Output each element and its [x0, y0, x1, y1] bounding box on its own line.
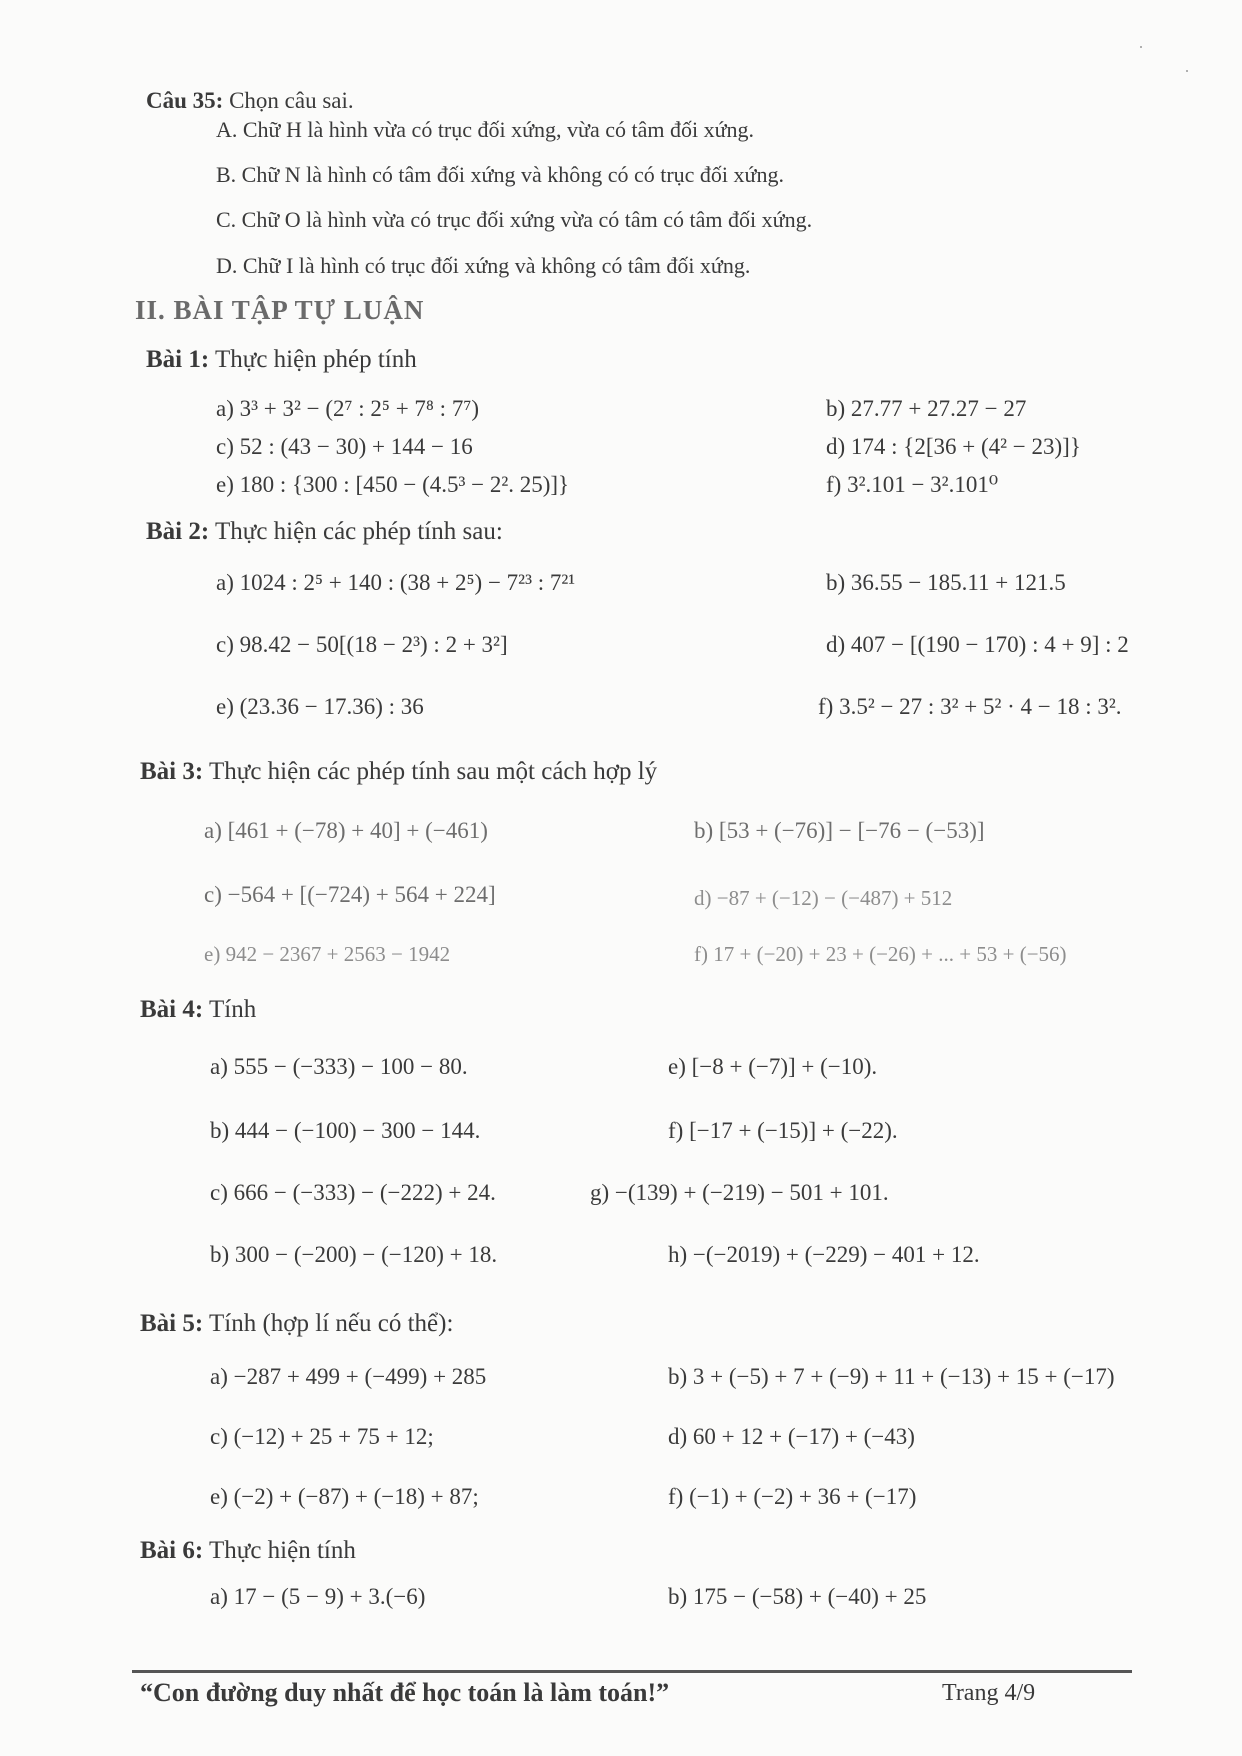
- exercise-3-item-f: f) 17 + (−20) + 23 + (−26) + ... + 53 + (−56): [694, 942, 1067, 966]
- exercise-4-item-g: g) −(139) + (−219) − 501 + 101.: [590, 1180, 889, 1205]
- exercise-6-heading: [140, 1537, 356, 1565]
- exercise-5-item-a: a) −287 + 499 + (−499) + 285: [210, 1364, 487, 1389]
- exercise-2-item-f: f) 3.5² − 27 : 3² + 5² · 4 − 18 : 3².: [818, 694, 1122, 719]
- footer-motto: “Con đường duy nhất để học toán là làm toán!”: [140, 1678, 670, 1707]
- exercise-title: Thực hiện các phép tính sau một cách hợp lý: [209, 758, 658, 785]
- exercise-3-item-a: a) [461 + (−78) + 40] + (−461): [204, 818, 488, 843]
- exercise-title: Thực hiện các phép tính sau:: [215, 518, 503, 545]
- exercise-title: Tính (hợp lí nếu có thể):: [209, 1310, 454, 1337]
- exercise-label: Bài 6:: [140, 1537, 204, 1564]
- exercise-4-item-h: h) −(−2019) + (−229) − 401 + 12.: [668, 1242, 980, 1267]
- exercise-4-item-a: a) 555 − (−333) − 100 − 80.: [210, 1054, 468, 1079]
- exercise-4-heading: [140, 996, 256, 1024]
- exercise-1-item-d: d) 174 : {2[36 + (4² − 23)]}: [826, 434, 1081, 459]
- exercise-4-item-b2: b) 300 − (−200) − (−120) + 18.: [210, 1242, 498, 1267]
- exercise-5-item-e: e) (−2) + (−87) + (−18) + 87;: [210, 1484, 479, 1509]
- exercise-2-item-a: a) 1024 : 2⁵ + 140 : (38 + 2⁵) − 7²³ : 7²¹: [216, 570, 576, 595]
- exercise-1-heading: [146, 346, 417, 374]
- option-d: D. Chữ I là hình có trục đối xứng và không có tâm đối xứng.: [216, 253, 751, 278]
- exercise-6-item-b: b) 175 − (−58) + (−40) + 25: [668, 1584, 927, 1609]
- exercise-title: Tính: [209, 996, 257, 1023]
- exercise-label: Bài 2:: [146, 518, 210, 545]
- scan-speck: [1140, 46, 1142, 48]
- exercise-4-item-f: f) [−17 + (−15)] + (−22).: [668, 1118, 898, 1143]
- exercise-5-item-d: d) 60 + 12 + (−17) + (−43): [668, 1424, 915, 1449]
- exercise-1-item-b: b) 27.77 + 27.27 − 27: [826, 396, 1027, 421]
- exercise-2-item-c: c) 98.42 − 50[(18 − 2³) : 2 + 3²]: [216, 632, 508, 657]
- exercise-1-item-c: c) 52 : (43 − 30) + 144 − 16: [216, 434, 473, 459]
- exercise-5-heading: [140, 1310, 453, 1338]
- exercise-title: Thực hiện tính: [209, 1537, 356, 1564]
- exercise-5-item-f: f) (−1) + (−2) + 36 + (−17): [668, 1484, 917, 1509]
- exercise-title: Thực hiện phép tính: [215, 346, 417, 373]
- exercise-label: Bài 1:: [146, 346, 210, 373]
- exercise-label: Bài 5:: [140, 1310, 204, 1337]
- section-title: II. BÀI TẬP TỰ LUẬN: [135, 295, 425, 325]
- exercise-3-item-c: c) −564 + [(−724) + 564 + 224]: [204, 882, 496, 907]
- exercise-3-heading: [140, 758, 657, 786]
- question-prompt: Chọn câu sai.: [229, 88, 354, 113]
- exercise-5-item-b: b) 3 + (−5) + 7 + (−9) + 11 + (−13) + 15 + (−17): [668, 1364, 1115, 1389]
- option-c: C. Chữ O là hình vừa có trục đối xứng vừa có tâm có tâm đối xứng.: [216, 207, 813, 232]
- exercise-3-item-d: d) −87 + (−12) − (−487) + 512: [694, 886, 953, 910]
- option-a: A. Chữ H là hình vừa có trục đối xứng, vừa có tâm đối xứng.: [216, 117, 755, 142]
- exercise-2-heading: [146, 518, 503, 546]
- question-35-heading: [146, 88, 354, 114]
- footer-rule: [132, 1670, 1132, 1673]
- exercise-label: Bài 3:: [140, 758, 204, 785]
- exercise-6-item-a: a) 17 − (5 − 9) + 3.(−6): [210, 1584, 426, 1609]
- scan-speck: [1186, 70, 1188, 72]
- question-label: Câu 35:: [146, 88, 224, 113]
- exercise-3-item-b: b) [53 + (−76)] − [−76 − (−53)]: [694, 818, 985, 843]
- exercise-label: Bài 4:: [140, 996, 204, 1023]
- exercise-5-item-c: c) (−12) + 25 + 75 + 12;: [210, 1424, 434, 1449]
- exercise-1-item-e: e) 180 : {300 : [450 − (4.5³ − 2². 25)]}: [216, 472, 570, 497]
- exercise-1-item-f: f) 3².101 − 3².101⁰: [826, 472, 999, 497]
- exercise-4-item-b: b) 444 − (−100) − 300 − 144.: [210, 1118, 481, 1143]
- option-b: B. Chữ N là hình có tâm đối xứng và không có có trục đối xứng.: [216, 162, 784, 187]
- page-number: Trang 4/9: [942, 1680, 1036, 1706]
- exercise-4-item-e: e) [−8 + (−7)] + (−10).: [668, 1054, 878, 1079]
- exercise-2-item-e: e) (23.36 − 17.36) : 36: [216, 694, 424, 719]
- exercise-2-item-b: b) 36.55 − 185.11 + 121.5: [826, 570, 1066, 595]
- exercise-4-item-c: c) 666 − (−333) − (−222) + 24.: [210, 1180, 496, 1205]
- exercise-3-item-e: e) 942 − 2367 + 2563 − 1942: [204, 942, 451, 966]
- exercise-1-item-a: a) 3³ + 3² − (2⁷ : 2⁵ + 7⁸ : 7⁷): [216, 396, 479, 421]
- exercise-2-item-d: d) 407 − [(190 − 170) : 4 + 9] : 2: [826, 632, 1129, 657]
